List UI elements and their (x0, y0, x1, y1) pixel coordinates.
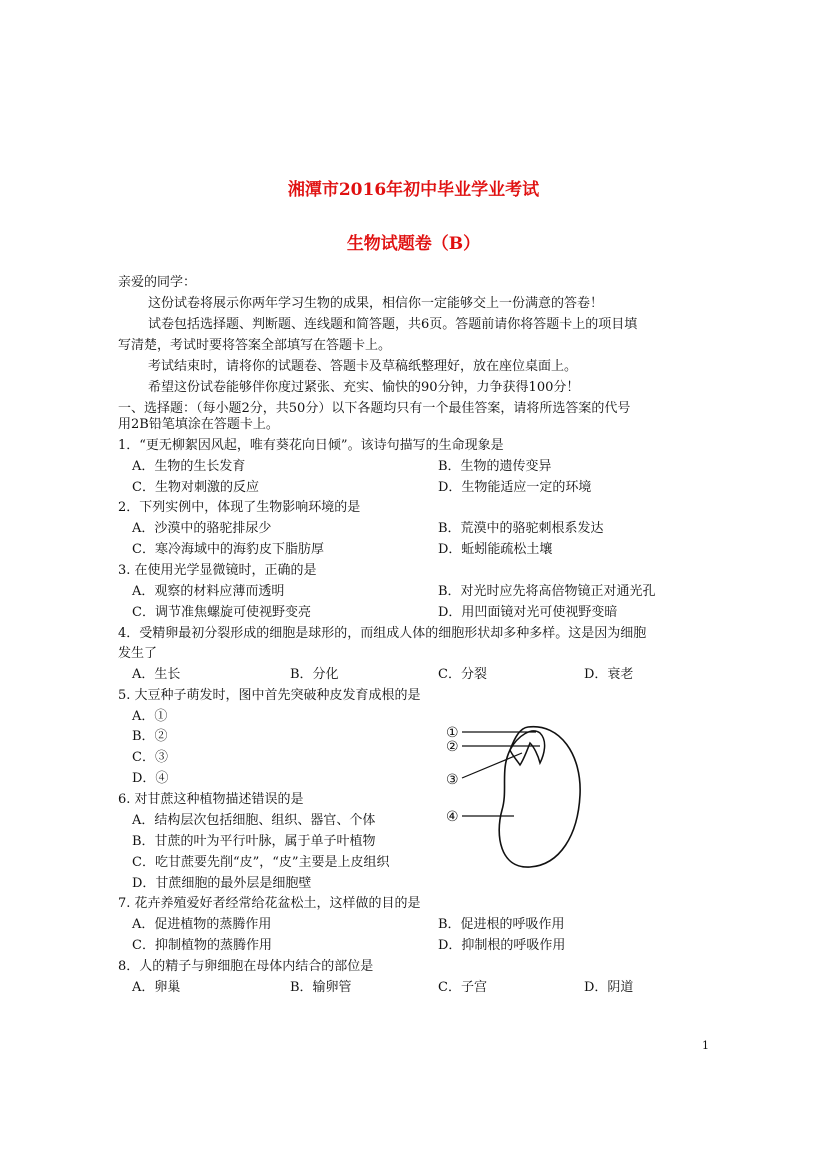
question-5-option-b: B．② (132, 729, 168, 744)
intro-paragraph-2-cont: 写清楚，考试时要将答案全部填写在答题卡上。 (118, 338, 392, 353)
question-2-option-d: D．蚯蚓能疏松土壤 (438, 542, 553, 557)
question-3-option-c: C．调节准焦螺旋可使视野变亮 (132, 605, 311, 620)
question-2-stem: 2．下列实例中，体现了生物影响环境的是 (118, 500, 361, 515)
question-6-stem: 6. 对甘蔗这种植物描述错误的是 (118, 792, 304, 807)
section-heading-cont: 用2B铅笔填涂在答题卡上。 (118, 417, 279, 432)
leader-line-3 (462, 753, 522, 778)
question-6-option-a: A．结构层次包括细胞、组织、器官、个体 (132, 813, 376, 828)
question-1-option-b: B．生物的遗传变异 (438, 459, 552, 474)
question-2-option-b: B．荒漠中的骆驼刺根系发达 (438, 521, 604, 536)
question-1-option-d: D．生物能适应一定的环境 (438, 480, 592, 495)
bean-seed-diagram (440, 715, 590, 875)
question-3-stem: 3. 在使用光学显微镜时，正确的是 (118, 563, 317, 578)
intro-paragraph-1: 这份试卷将展示你两年学习生物的成果，相信你一定能够交上一份满意的答卷！ (148, 296, 604, 311)
figure-label-3: ③ (446, 772, 459, 788)
question-5-option-a: A．① (132, 709, 168, 724)
question-7-option-a: A．促进植物的蒸腾作用 (132, 917, 272, 932)
question-4-option-b: B．分化 (290, 667, 339, 682)
figure-label-4: ④ (446, 809, 459, 825)
greeting: 亲爱的同学： (118, 275, 197, 290)
question-2-option-c: C．寒冷海域中的海豹皮下脂肪厚 (132, 542, 324, 557)
question-4-stem-cont: 发生了 (118, 646, 158, 661)
question-7-stem: 7. 花卉养殖爱好者经常给花盆松土，这样做的目的是 (118, 896, 421, 911)
question-8-option-a: A．卵巢 (132, 980, 181, 995)
question-4-option-d: D．衰老 (584, 667, 634, 682)
question-6-option-d: D．甘蔗细胞的最外层是细胞壁 (132, 876, 312, 891)
question-1-stem: 1．“更无柳絮因风起，唯有葵花向日倾”。该诗句描写的生命现象是 (118, 438, 504, 453)
question-5-option-c: C．③ (132, 750, 168, 765)
question-7-option-d: D．抑制根的呼吸作用 (438, 938, 566, 953)
exam-subtitle: 生物试题卷（B） (346, 234, 481, 254)
question-3-option-d: D．用凹面镜对光可使视野变暗 (438, 605, 618, 620)
question-5-stem: 5. 大豆种子萌发时，图中首先突破种皮发育成根的是 (118, 688, 421, 703)
question-6-option-c: C．吃甘蔗要先削“皮”，“皮”主要是上皮组织 (132, 855, 390, 870)
question-4-stem: 4．受精卵最初分裂形成的细胞是球形的，而组成人体的细胞形状却多种多样。这是因为细胞 (118, 626, 647, 641)
question-8-option-b: B．输卵管 (290, 980, 352, 995)
question-6-option-b: B．甘蔗的叶为平行叶脉，属于单子叶植物 (132, 834, 376, 849)
question-1-option-c: C．生物对刺激的反应 (132, 480, 259, 495)
question-5-option-d: D．④ (132, 771, 169, 786)
question-4-option-a: A．生长 (132, 667, 181, 682)
intro-paragraph-3: 考试结束时，请将你的试题卷、答题卡及草稿纸整理好，放在座位桌面上。 (148, 359, 578, 374)
intro-paragraph-4: 希望这份试卷能够伴你度过紧张、充实、愉快的90分钟，力争获得100分！ (148, 380, 580, 395)
section-heading: 一、选择题：（每小题2分，共50分）以下各题均只有一个最佳答案，请将所选答案的代号 (118, 401, 631, 416)
question-8-stem: 8．人的精子与卵细胞在母体内结合的部位是 (118, 959, 374, 974)
intro-paragraph-2: 试卷包括选择题、判断题、连线题和简答题，共6页。答题前请你将答题卡上的项目填 (148, 317, 638, 332)
figure-label-1: ① (446, 725, 459, 741)
figure-label-2: ② (446, 739, 459, 755)
question-3-option-a: A．观察的材料应薄而透明 (132, 584, 285, 599)
question-7-option-c: C．抑制植物的蒸腾作用 (132, 938, 272, 953)
question-3-option-b: B．对光时应先将高倍物镜正对通光孔 (438, 584, 656, 599)
radicle-shape (510, 731, 545, 765)
page-number: 1 (702, 1039, 709, 1052)
exam-title: 湘潭市2016年初中毕业学业考试 (287, 180, 540, 200)
question-8-option-d: D．阴道 (584, 980, 634, 995)
question-4-option-c: C．分裂 (438, 667, 487, 682)
question-1-option-a: A．生物的生长发育 (132, 459, 246, 474)
question-7-option-b: B．促进根的呼吸作用 (438, 917, 565, 932)
question-8-option-c: C．子宫 (438, 980, 487, 995)
question-2-option-a: A．沙漠中的骆驼排尿少 (132, 521, 272, 536)
